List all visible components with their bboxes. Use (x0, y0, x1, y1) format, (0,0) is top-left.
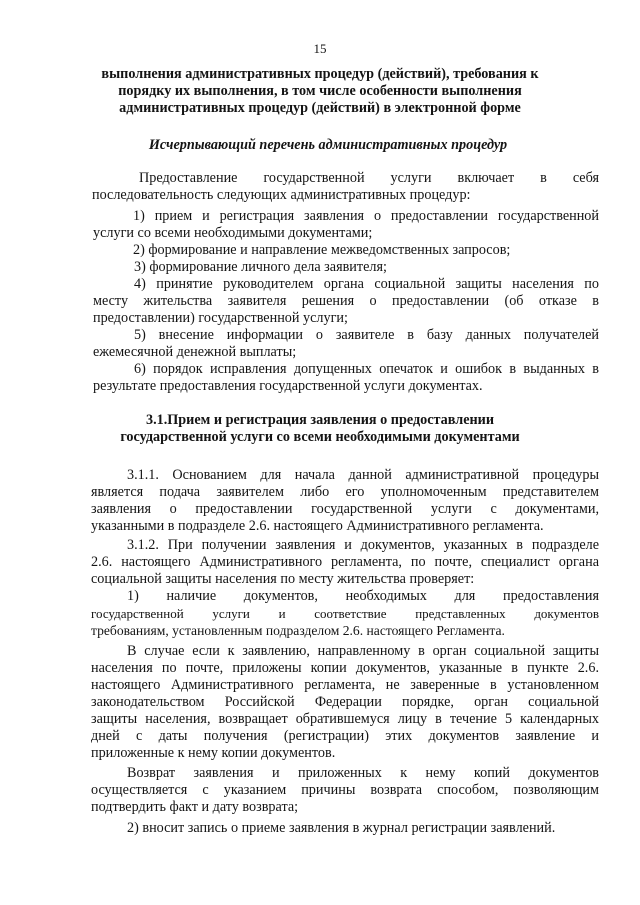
subsection-title-line-2: государственной услуги со всеми необходимыми документами (120, 429, 520, 445)
section-title: Исчерпывающий перечень административных процедур (148, 137, 508, 153)
list-item-3: 3) формирование личного дела заявителя; (134, 259, 387, 275)
p311-line-4: указанными в подразделе 2.6. настоящего Административного регламента. (91, 518, 544, 534)
list-item-6b: результате предоставления государственной услуги документах. (93, 378, 483, 394)
intro-line-1: Предоставление государственной услуги включает в себя (139, 170, 599, 186)
header-line-3: административных процедур (действий) в электронной форме (119, 100, 521, 116)
p-return-line-7: приложенные к нему копии документов. (91, 745, 336, 761)
header-line-1: выполнения административных процедур (действий), требования к (101, 66, 539, 82)
list-item-1b: услуги со всеми необходимыми документами; (93, 225, 373, 241)
list-item-4a: 4) принятие руководителем органа социальной защиты населения по (134, 276, 599, 292)
p312-line-6: требованиям, установленным подразделом 2.6. настоящего Регламента. (91, 623, 505, 638)
list-item-1a: 1) прием и регистрация заявления о предоставлении государственной (133, 208, 599, 224)
p-notice-line-2: осуществляется с указанием причины возврата способом, позволяющим (91, 782, 599, 798)
list-item-2: 2) формирование и направление межведомственных запросов; (133, 242, 511, 258)
p-return-line-1: В случае если к заявлению, направленному в орган социальной защиты (127, 643, 599, 659)
p311-line-2: является подача заявителем либо его уполномоченным представителем (91, 484, 599, 500)
p-notice-line-1: Возврат заявления и приложенных к нему копий документов (127, 765, 599, 781)
subsection-title-line-1: 3.1.Прием и регистрация заявления о предоставлении (145, 412, 495, 428)
p312-line-5: государственной услуги и соответствие представленных документов (91, 606, 599, 621)
p311-line-1: 3.1.1. Основанием для начала данной административной процедуры (127, 467, 599, 483)
list-item-5a: 5) внесение информации о заявителе в базу данных получателей (134, 327, 599, 343)
list-item-4b: месту жительства заявителя решения о предоставлении (об отказе в (93, 293, 599, 309)
intro-line-2: последовательность следующих административных процедур: (92, 187, 471, 203)
p312-line-1: 3.1.2. При получении заявления и документов, указанных в подразделе (127, 537, 599, 553)
p-return-line-3: настоящего Административного регламента, не заверенные в установленном (91, 677, 599, 693)
list-item-4c: предоставлении) государственной услуги; (93, 310, 348, 326)
p312-line-3: социальной защиты населения по месту жительства проверяет: (91, 571, 475, 587)
p311-line-3: заявления о предоставлении государственной услуги с документами, (91, 501, 599, 517)
p312-line-2: 2.6. настоящего Административного регламента, по почте, специалист органа (91, 554, 599, 570)
list-item-5b: ежемесячной денежной выплаты; (93, 344, 297, 360)
p-return-line-6: дней с даты получения (регистрации) этих документов заявление и (91, 728, 599, 744)
p-last-line: 2) вносит запись о приеме заявления в журнал регистрации заявлений. (127, 820, 556, 836)
p312-line-4: 1) наличие документов, необходимых для предоставления (127, 588, 599, 604)
p-return-line-2: населения по почте, приложены копии документов, указанные в пункте 2.6. (91, 660, 599, 676)
p-notice-line-3: подтвердить факт и дату возврата; (91, 799, 299, 815)
page-number: 15 (313, 41, 327, 56)
p-return-line-4: законодательством Российской Федерации порядке, орган социальной (91, 694, 599, 710)
list-item-6a: 6) порядок исправления допущенных опечаток и ошибок в выданных в (134, 361, 599, 377)
header-line-2: порядку их выполнения, в том числе особенности выполнения (118, 83, 522, 99)
p-return-line-5: защиты населения, возвращает обратившемуся лицу в течение 5 календарных (91, 711, 599, 727)
